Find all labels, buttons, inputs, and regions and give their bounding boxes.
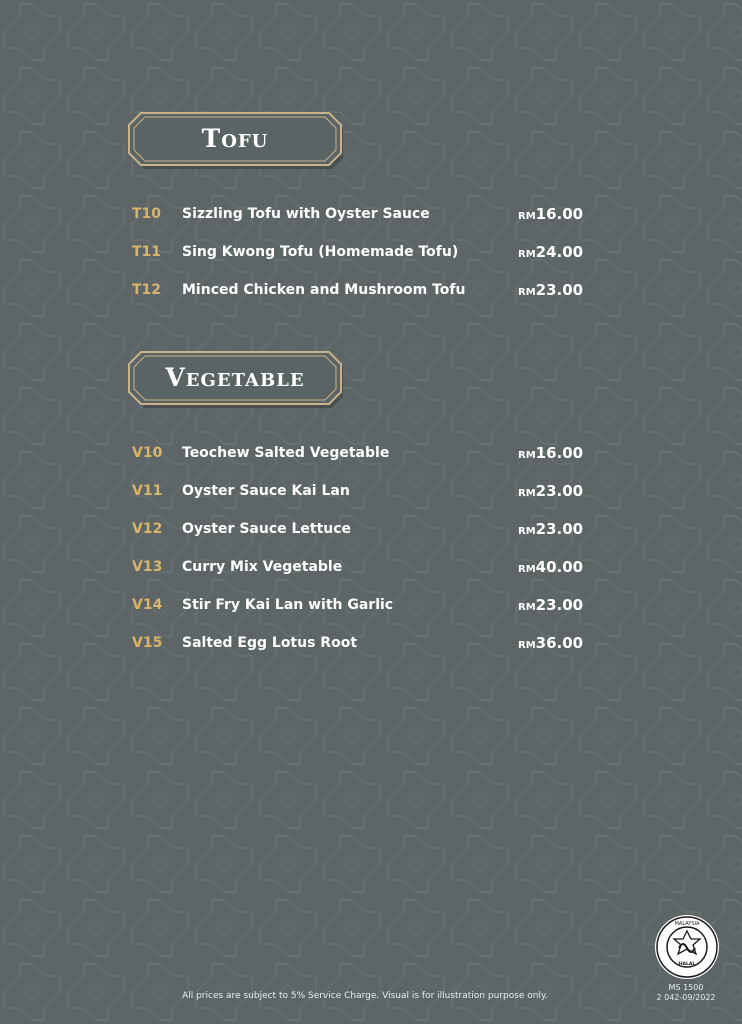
item-code: V10 — [132, 445, 163, 461]
item-price — [518, 202, 583, 229]
price-amount: 23.00 — [535, 596, 584, 614]
halal-logo-text-bottom: HALAL — [678, 962, 696, 967]
menu-item — [0, 517, 742, 541]
item-name: Sing Kwong Tofu (Homemade Tofu) — [182, 244, 459, 260]
item-price — [518, 631, 583, 658]
price-amount: 23.00 — [535, 520, 584, 538]
price-currency: RM — [518, 640, 536, 651]
item-name: Sizzling Tofu with Oyster Sauce — [182, 206, 430, 222]
price-amount: 24.00 — [535, 243, 584, 261]
item-price — [518, 441, 583, 468]
price-amount: 36.00 — [535, 634, 584, 652]
price-currency: RM — [518, 211, 536, 222]
item-name: Curry Mix Vegetable — [182, 559, 343, 575]
halal-logo-text-top: MALAYSIA — [674, 921, 700, 927]
price-currency: RM — [518, 450, 536, 461]
menu-item — [0, 441, 742, 465]
menu-item — [0, 479, 742, 503]
section-title: Vegetable — [165, 362, 305, 392]
price-currency: RM — [518, 564, 536, 575]
price-amount: 40.00 — [535, 558, 584, 576]
price-amount: 23.00 — [535, 281, 584, 299]
section-banner-vegetable — [127, 349, 343, 411]
halal-certification — [640, 983, 732, 1003]
price-amount: 16.00 — [535, 444, 584, 462]
price-currency: RM — [518, 249, 536, 260]
price-amount: 23.00 — [535, 482, 584, 500]
footer-note: All prices are subject to 5% Service Charge. Visual is for illustration purpose only. — [182, 991, 548, 1001]
menu-item — [0, 202, 742, 226]
menu-item — [0, 593, 742, 617]
item-name: Salted Egg Lotus Root — [182, 635, 358, 651]
item-code: V14 — [132, 597, 163, 613]
item-name: Stir Fry Kai Lan with Garlic — [182, 597, 394, 613]
item-name: Minced Chicken and Mushroom Tofu — [182, 282, 466, 298]
item-name: Teochew Salted Vegetable — [182, 445, 390, 461]
menu-item — [0, 555, 742, 579]
item-price — [518, 555, 583, 582]
price-amount: 16.00 — [535, 205, 584, 223]
price-currency: RM — [518, 602, 536, 613]
price-currency: RM — [518, 488, 536, 499]
item-price — [518, 479, 583, 506]
item-code: V15 — [132, 635, 163, 651]
item-code: V13 — [132, 559, 163, 575]
item-name: Oyster Sauce Lettuce — [182, 521, 352, 537]
item-code: V11 — [132, 483, 163, 499]
menu-item — [0, 240, 742, 264]
item-price — [518, 240, 583, 267]
item-name: Oyster Sauce Kai Lan — [182, 483, 350, 499]
cert-number: 2 042-09/2022 — [656, 993, 716, 1002]
cert-standard: MS 1500 — [668, 983, 704, 992]
section-banner-tofu — [127, 110, 343, 172]
price-currency: RM — [518, 287, 536, 298]
item-code: T10 — [132, 206, 162, 222]
price-currency: RM — [518, 526, 536, 537]
item-price — [518, 517, 583, 544]
item-code: V12 — [132, 521, 163, 537]
item-price — [518, 593, 583, 620]
item-code: T11 — [132, 244, 162, 260]
menu-item — [0, 278, 742, 302]
item-code: T12 — [132, 282, 162, 298]
menu-item — [0, 631, 742, 655]
item-price — [518, 278, 583, 305]
section-title: Tofu — [201, 123, 269, 153]
halal-logo-icon — [654, 914, 720, 980]
